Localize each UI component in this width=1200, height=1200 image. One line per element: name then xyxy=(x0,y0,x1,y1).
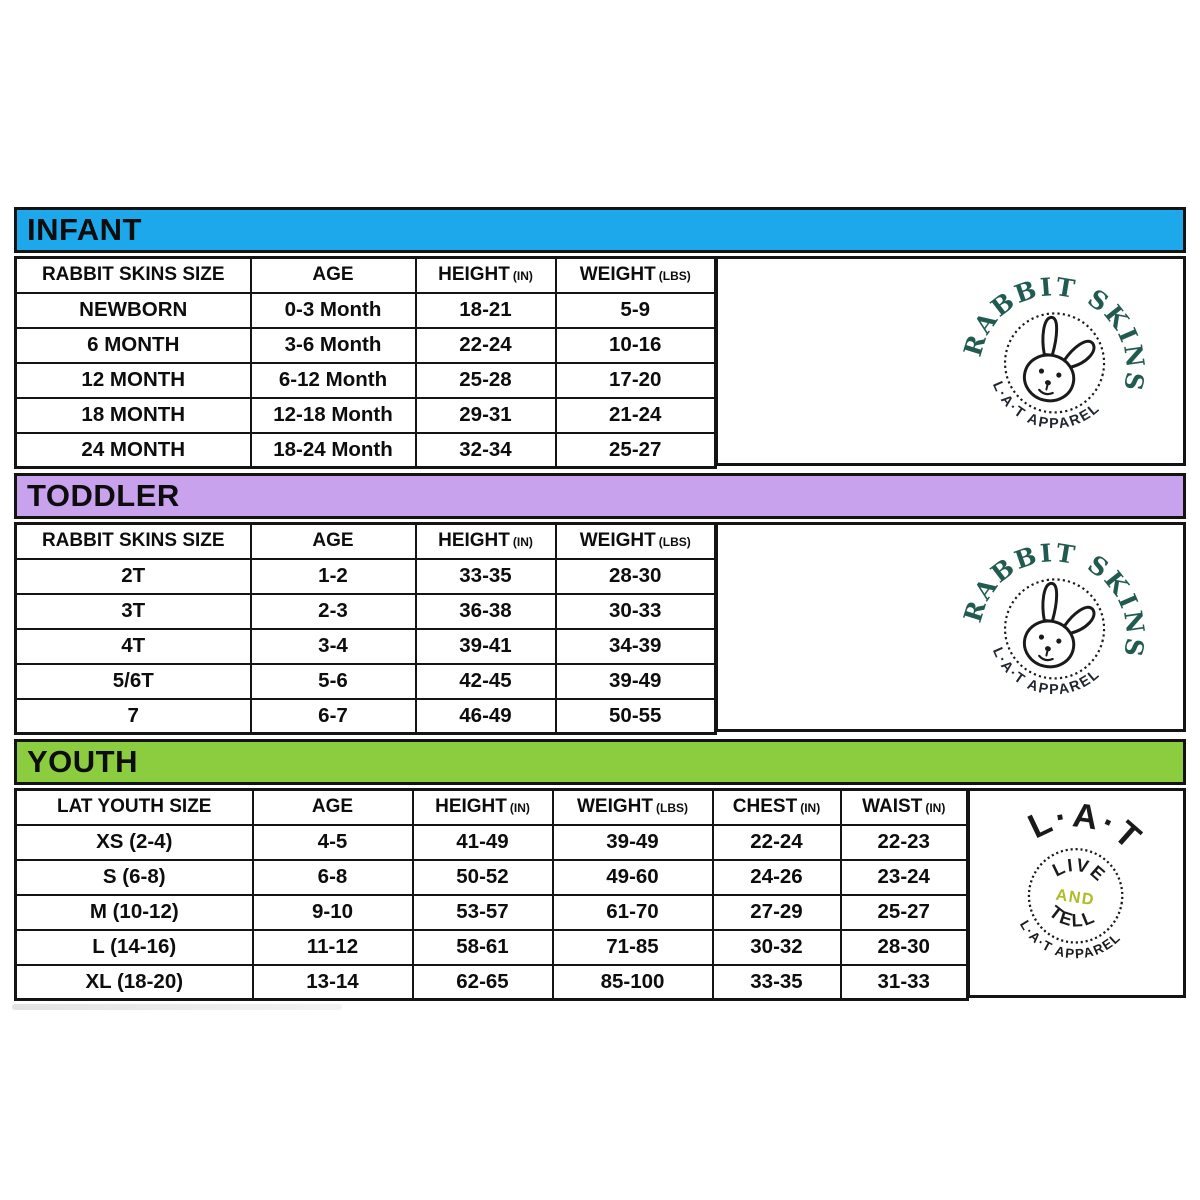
column-header-chest xyxy=(713,790,841,825)
cell: M (10-12) xyxy=(16,895,253,930)
column-label: HEIGHT xyxy=(435,796,507,818)
column-label: HEIGHT xyxy=(438,530,510,552)
cell: 32-34 xyxy=(416,433,556,468)
cell: 22-24 xyxy=(416,328,556,363)
cell: NEWBORN xyxy=(16,293,251,328)
cell: 28-30 xyxy=(556,559,716,594)
cell: XS (2-4) xyxy=(16,825,253,860)
column-header-age xyxy=(251,258,416,293)
toddler-row xyxy=(14,522,1186,732)
toddler-band xyxy=(14,473,1186,519)
column-label: RABBIT SKINS SIZE xyxy=(41,530,225,552)
cell: 18-24 Month xyxy=(251,433,416,468)
lat-logo-box xyxy=(967,788,1187,998)
cell: 5/6T xyxy=(16,664,251,699)
youth-table xyxy=(14,788,969,1001)
column-header-waist xyxy=(841,790,968,825)
youth-band xyxy=(14,739,1186,785)
cell: 49-60 xyxy=(553,860,713,895)
column-header-height xyxy=(413,790,553,825)
cell: 62-65 xyxy=(413,965,553,1000)
table-row xyxy=(16,664,716,699)
size-chart-content xyxy=(14,207,1186,1005)
toddler-title: TODDLER xyxy=(27,478,180,513)
cell: 4-5 xyxy=(253,825,413,860)
cell: 27-29 xyxy=(713,895,841,930)
cell: 18-21 xyxy=(416,293,556,328)
column-header-weight xyxy=(556,524,716,559)
cell: 42-45 xyxy=(416,664,556,699)
cell: 25-27 xyxy=(841,895,968,930)
rabbit-skins-logo-icon xyxy=(939,262,1171,460)
cell: 5-9 xyxy=(556,293,716,328)
rabbit-skins-logo-box xyxy=(715,522,1187,732)
cell: 3T xyxy=(16,594,251,629)
cell: 2T xyxy=(16,559,251,594)
column-unit: (LBS) xyxy=(656,801,688,816)
scan-smudge xyxy=(12,1004,342,1010)
live-arc-text: LIVE xyxy=(1049,854,1111,886)
toddler-table xyxy=(14,522,717,735)
table-row xyxy=(16,895,968,930)
table-row xyxy=(16,559,716,594)
cell: 18 MONTH xyxy=(16,398,251,433)
column-label: RABBIT SKINS SIZE xyxy=(41,264,225,286)
rabbit-skins-arc-text: RABBIT SKINS xyxy=(957,272,1151,395)
cell: 33-35 xyxy=(416,559,556,594)
column-header-age xyxy=(251,524,416,559)
lat-apparel-arc-text: L·A·T APPAREL xyxy=(1017,917,1125,962)
cell: 11-12 xyxy=(253,930,413,965)
cell: 39-49 xyxy=(553,825,713,860)
infant-header-row xyxy=(16,258,716,293)
column-label: CHEST xyxy=(732,796,798,818)
cell: 39-49 xyxy=(556,664,716,699)
cell: 12 MONTH xyxy=(16,363,251,398)
infant-band xyxy=(14,207,1186,253)
cell: 28-30 xyxy=(841,930,968,965)
infant-row xyxy=(14,256,1186,466)
table-row xyxy=(16,699,716,734)
cell: 1-2 xyxy=(251,559,416,594)
table-row xyxy=(16,930,968,965)
cell: 22-23 xyxy=(841,825,968,860)
table-row xyxy=(16,965,968,1000)
lat-apparel-arc-text: L·A·T APPAREL xyxy=(988,379,1104,433)
column-header-weight xyxy=(553,790,713,825)
cell: S (6-8) xyxy=(16,860,253,895)
cell: 50-55 xyxy=(556,699,716,734)
table-row xyxy=(16,860,968,895)
cell: 85-100 xyxy=(553,965,713,1000)
cell: 7 xyxy=(16,699,251,734)
cell: 61-70 xyxy=(553,895,713,930)
table-row xyxy=(16,293,716,328)
lat-arc-text: L·A·T xyxy=(1022,796,1151,859)
table-row xyxy=(16,825,968,860)
column-label: AGE xyxy=(312,264,354,286)
cell: 29-31 xyxy=(416,398,556,433)
column-header-age xyxy=(253,790,413,825)
cell: 36-38 xyxy=(416,594,556,629)
cell: 25-28 xyxy=(416,363,556,398)
cell: 71-85 xyxy=(553,930,713,965)
cell: 58-61 xyxy=(413,930,553,965)
cell: 2-3 xyxy=(251,594,416,629)
table-row xyxy=(16,363,716,398)
column-unit: (IN) xyxy=(512,535,533,550)
cell: 46-49 xyxy=(416,699,556,734)
column-label: WEIGHT xyxy=(579,264,656,286)
cell: 24 MONTH xyxy=(16,433,251,468)
table-row xyxy=(16,398,716,433)
column-label: LAT YOUTH SIZE xyxy=(57,796,212,818)
cell: 6-8 xyxy=(253,860,413,895)
cell: 6-7 xyxy=(251,699,416,734)
cell: 50-52 xyxy=(413,860,553,895)
column-label: HEIGHT xyxy=(438,264,510,286)
column-label: AGE xyxy=(311,796,354,818)
cell: 23-24 xyxy=(841,860,968,895)
cell: 3-6 Month xyxy=(251,328,416,363)
column-header-size xyxy=(16,790,253,825)
cell: 39-41 xyxy=(416,629,556,664)
tell-arc-text: TELL xyxy=(1045,901,1099,931)
column-unit: (IN) xyxy=(509,801,530,816)
cell: 4T xyxy=(16,629,251,664)
cell: 25-27 xyxy=(556,433,716,468)
toddler-header-row xyxy=(16,524,716,559)
cell: 30-33 xyxy=(556,594,716,629)
column-unit: (LBS) xyxy=(658,269,691,284)
cell: 31-33 xyxy=(841,965,968,1000)
column-header-height xyxy=(416,258,556,293)
column-label: WAIST xyxy=(862,796,923,818)
infant-table xyxy=(14,256,717,469)
column-unit: (IN) xyxy=(512,269,533,284)
cell: 33-35 xyxy=(713,965,841,1000)
cell: 12-18 Month xyxy=(251,398,416,433)
rabbit-skins-arc-text: RABBIT SKINS xyxy=(957,538,1151,661)
cell: 6 MONTH xyxy=(16,328,251,363)
column-unit: (IN) xyxy=(925,801,946,816)
column-label: AGE xyxy=(312,530,354,552)
cell: 3-4 xyxy=(251,629,416,664)
cell: 53-57 xyxy=(413,895,553,930)
column-label: WEIGHT xyxy=(577,796,653,818)
column-header-weight xyxy=(556,258,716,293)
cell: 22-24 xyxy=(713,825,841,860)
rabbit-skins-logo-icon xyxy=(939,528,1171,726)
cell: 30-32 xyxy=(713,930,841,965)
cell: 0-3 Month xyxy=(251,293,416,328)
cell: 17-20 xyxy=(556,363,716,398)
cell: 5-6 xyxy=(251,664,416,699)
youth-title: YOUTH xyxy=(27,744,138,779)
column-header-height xyxy=(416,524,556,559)
lat-logo-icon xyxy=(974,793,1178,993)
youth-header-row xyxy=(16,790,968,825)
column-unit: (LBS) xyxy=(658,535,691,550)
cell: L (14-16) xyxy=(16,930,253,965)
cell: 24-26 xyxy=(713,860,841,895)
and-text: AND xyxy=(1054,885,1097,910)
table-row xyxy=(16,594,716,629)
infant-title: INFANT xyxy=(27,212,142,247)
lat-apparel-arc-text: L·A·T APPAREL xyxy=(988,645,1104,699)
cell: XL (18-20) xyxy=(16,965,253,1000)
column-label: WEIGHT xyxy=(579,530,656,552)
cell: 13-14 xyxy=(253,965,413,1000)
table-row xyxy=(16,629,716,664)
table-row xyxy=(16,433,716,468)
cell: 6-12 Month xyxy=(251,363,416,398)
column-header-size xyxy=(16,258,251,293)
table-row xyxy=(16,328,716,363)
cell: 21-24 xyxy=(556,398,716,433)
column-unit: (IN) xyxy=(800,801,821,816)
cell: 10-16 xyxy=(556,328,716,363)
cell: 34-39 xyxy=(556,629,716,664)
cell: 9-10 xyxy=(253,895,413,930)
rabbit-skins-logo-box xyxy=(715,256,1187,466)
youth-row xyxy=(14,788,1186,998)
cell: 41-49 xyxy=(413,825,553,860)
column-header-size xyxy=(16,524,251,559)
